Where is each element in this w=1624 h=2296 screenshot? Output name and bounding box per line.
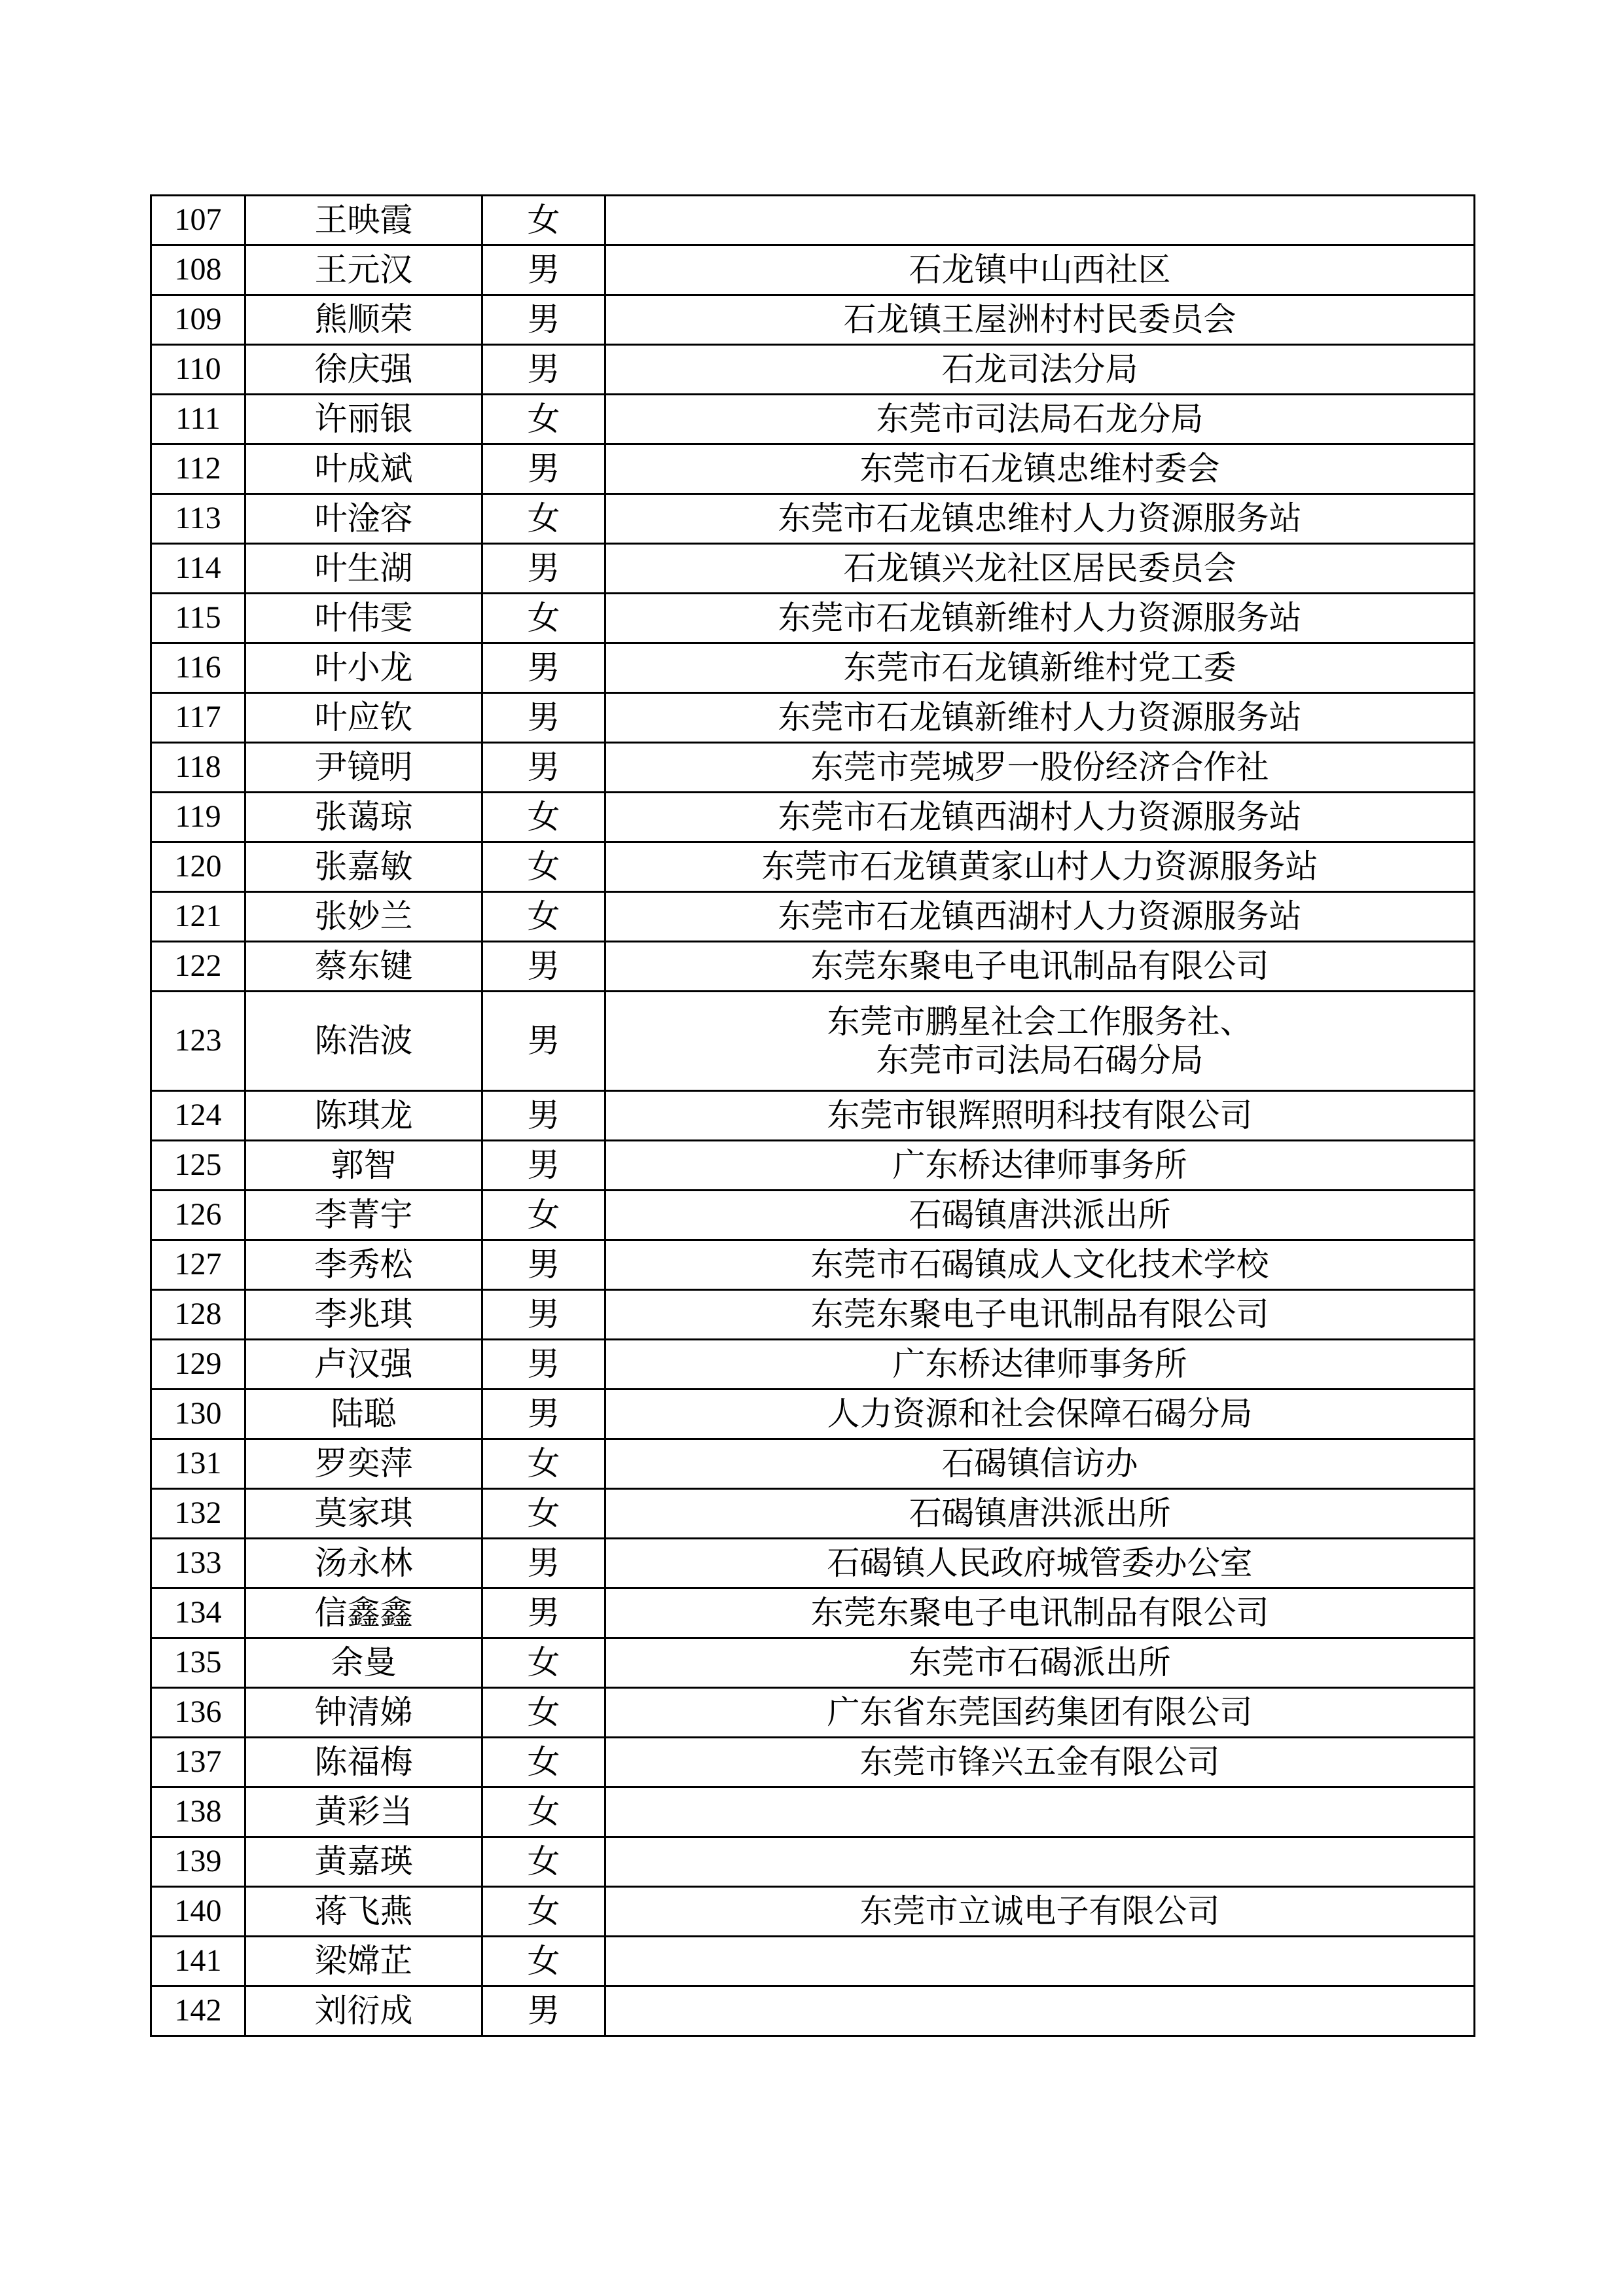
table-row bbox=[151, 1539, 1475, 1588]
table-row bbox=[151, 245, 1475, 295]
work-unit-line: 广东省东莞国药集团有限公司 bbox=[827, 1694, 1253, 1731]
person-name-cell: 王映霞 bbox=[245, 196, 482, 245]
work-unit-cell bbox=[605, 693, 1475, 743]
gender-cell: 女 bbox=[482, 1688, 605, 1738]
work-unit-cell bbox=[605, 1240, 1475, 1290]
person-name-cell: 叶淦容 bbox=[245, 494, 482, 544]
table-row bbox=[151, 1986, 1475, 2036]
table-row bbox=[151, 1638, 1475, 1688]
gender-cell: 男 bbox=[482, 1240, 605, 1290]
gender-cell: 女 bbox=[482, 1887, 605, 1937]
work-unit-cell bbox=[605, 1887, 1475, 1937]
person-name-cell: 许丽银 bbox=[245, 395, 482, 444]
gender-cell: 男 bbox=[482, 1588, 605, 1638]
row-number-cell: 122 bbox=[151, 942, 245, 992]
person-name-cell: 莫家琪 bbox=[245, 1489, 482, 1539]
work-unit-line: 东莞市莞城罗一股份经济合作社 bbox=[810, 749, 1269, 785]
row-number-cell: 131 bbox=[151, 1439, 245, 1489]
work-unit-line: 东莞市司法局石龙分局 bbox=[876, 401, 1204, 437]
row-number-cell: 142 bbox=[151, 1986, 245, 2036]
work-unit-cell bbox=[605, 1588, 1475, 1638]
gender-cell: 女 bbox=[482, 1738, 605, 1787]
person-name-cell: 尹镜明 bbox=[245, 743, 482, 793]
table-row bbox=[151, 1489, 1475, 1539]
table-row bbox=[151, 1340, 1475, 1390]
work-unit-cell bbox=[605, 1141, 1475, 1191]
person-name-cell: 陈福梅 bbox=[245, 1738, 482, 1787]
person-name-cell: 张妙兰 bbox=[245, 892, 482, 942]
gender-cell: 女 bbox=[482, 1439, 605, 1489]
row-number-cell: 128 bbox=[151, 1290, 245, 1340]
work-unit-line: 东莞市石龙镇新维村人力资源服务站 bbox=[778, 699, 1302, 736]
person-name-cell: 张蔼琼 bbox=[245, 793, 482, 842]
work-unit-line: 东莞市司法局石碣分局 bbox=[876, 1041, 1204, 1079]
work-unit-cell bbox=[605, 1937, 1475, 1986]
table-row bbox=[151, 942, 1475, 992]
work-unit-line: 东莞市石龙镇黄家山村人力资源服务站 bbox=[761, 848, 1318, 885]
table-row bbox=[151, 1787, 1475, 1837]
gender-cell: 男 bbox=[482, 1290, 605, 1340]
work-unit-cell bbox=[605, 444, 1475, 494]
person-name-cell: 李菁宇 bbox=[245, 1191, 482, 1240]
work-unit-line: 东莞市石龙镇忠维村人力资源服务站 bbox=[778, 500, 1302, 537]
gender-cell: 男 bbox=[482, 1539, 605, 1588]
person-name-cell: 汤永林 bbox=[245, 1539, 482, 1588]
row-number-cell: 117 bbox=[151, 693, 245, 743]
gender-cell: 男 bbox=[482, 1340, 605, 1390]
work-unit-cell bbox=[605, 1787, 1475, 1837]
gender-cell: 女 bbox=[482, 1489, 605, 1539]
row-number-cell: 126 bbox=[151, 1191, 245, 1240]
row-number-cell: 116 bbox=[151, 643, 245, 693]
row-number-cell: 114 bbox=[151, 544, 245, 594]
work-unit-line: 人力资源和社会保障石碣分局 bbox=[827, 1395, 1253, 1432]
gender-cell: 男 bbox=[482, 1986, 605, 2036]
table-row bbox=[151, 842, 1475, 892]
gender-cell: 女 bbox=[482, 842, 605, 892]
gender-cell: 女 bbox=[482, 1638, 605, 1688]
work-unit-cell bbox=[605, 544, 1475, 594]
work-unit-cell bbox=[605, 196, 1475, 245]
work-unit-cell bbox=[605, 1539, 1475, 1588]
roster-table bbox=[150, 194, 1475, 2037]
work-unit-line: 东莞东聚电子电讯制品有限公司 bbox=[810, 948, 1269, 984]
roster-table-body bbox=[151, 196, 1475, 2036]
gender-cell: 女 bbox=[482, 1837, 605, 1887]
table-row bbox=[151, 1688, 1475, 1738]
row-number-cell: 139 bbox=[151, 1837, 245, 1887]
work-unit-line: 东莞市鹏星社会工作服务社、 bbox=[827, 1003, 1253, 1040]
work-unit-line: 石龙镇王屋洲村村民委员会 bbox=[843, 301, 1236, 338]
table-row bbox=[151, 1390, 1475, 1439]
work-unit-line: 石碣镇唐洪派出所 bbox=[909, 1495, 1171, 1532]
table-row bbox=[151, 1937, 1475, 1986]
gender-cell: 男 bbox=[482, 444, 605, 494]
table-row bbox=[151, 544, 1475, 594]
row-number-cell: 136 bbox=[151, 1688, 245, 1738]
person-name-cell: 黄彩当 bbox=[245, 1787, 482, 1837]
gender-cell: 男 bbox=[482, 544, 605, 594]
row-number-cell: 125 bbox=[151, 1141, 245, 1191]
person-name-cell: 李秀松 bbox=[245, 1240, 482, 1290]
work-unit-cell bbox=[605, 743, 1475, 793]
gender-cell: 女 bbox=[482, 594, 605, 643]
row-number-cell: 129 bbox=[151, 1340, 245, 1390]
work-unit-cell bbox=[605, 1340, 1475, 1390]
work-unit-line: 东莞市锋兴五金有限公司 bbox=[859, 1744, 1220, 1780]
person-name-cell: 梁嫦芷 bbox=[245, 1937, 482, 1986]
work-unit-line: 东莞市石碣派出所 bbox=[909, 1644, 1171, 1681]
row-number-cell: 135 bbox=[151, 1638, 245, 1688]
row-number-cell: 132 bbox=[151, 1489, 245, 1539]
gender-cell: 女 bbox=[482, 494, 605, 544]
work-unit-cell bbox=[605, 1191, 1475, 1240]
person-name-cell: 钟清娣 bbox=[245, 1688, 482, 1738]
table-row bbox=[151, 1887, 1475, 1937]
table-row bbox=[151, 1290, 1475, 1340]
person-name-cell: 黄嘉瑛 bbox=[245, 1837, 482, 1887]
person-name-cell: 陈浩波 bbox=[245, 992, 482, 1091]
work-unit-line: 广东桥达律师事务所 bbox=[892, 1147, 1187, 1183]
work-unit-line: 石龙镇中山西社区 bbox=[909, 251, 1171, 288]
table-row bbox=[151, 892, 1475, 942]
person-name-cell: 叶成斌 bbox=[245, 444, 482, 494]
table-row bbox=[151, 594, 1475, 643]
gender-cell: 女 bbox=[482, 1787, 605, 1837]
row-number-cell: 113 bbox=[151, 494, 245, 544]
gender-cell: 男 bbox=[482, 693, 605, 743]
gender-cell: 女 bbox=[482, 1937, 605, 1986]
row-number-cell: 121 bbox=[151, 892, 245, 942]
table-row bbox=[151, 345, 1475, 395]
gender-cell: 男 bbox=[482, 992, 605, 1091]
work-unit-cell bbox=[605, 1091, 1475, 1141]
work-unit-line: 东莞东聚电子电讯制品有限公司 bbox=[810, 1296, 1269, 1333]
gender-cell: 男 bbox=[482, 1390, 605, 1439]
row-number-cell: 133 bbox=[151, 1539, 245, 1588]
person-name-cell: 熊顺荣 bbox=[245, 295, 482, 345]
work-unit-line: 东莞东聚电子电讯制品有限公司 bbox=[810, 1594, 1269, 1631]
person-name-cell: 陈琪龙 bbox=[245, 1091, 482, 1141]
person-name-cell: 刘衍成 bbox=[245, 1986, 482, 2036]
person-name-cell: 王元汉 bbox=[245, 245, 482, 295]
person-name-cell: 信鑫鑫 bbox=[245, 1588, 482, 1638]
table-row bbox=[151, 295, 1475, 345]
gender-cell: 女 bbox=[482, 892, 605, 942]
table-row bbox=[151, 444, 1475, 494]
table-row bbox=[151, 793, 1475, 842]
gender-cell: 男 bbox=[482, 295, 605, 345]
work-unit-line: 石碣镇唐洪派出所 bbox=[909, 1196, 1171, 1233]
person-name-cell: 叶小龙 bbox=[245, 643, 482, 693]
work-unit-cell bbox=[605, 1489, 1475, 1539]
table-row bbox=[151, 643, 1475, 693]
person-name-cell: 余曼 bbox=[245, 1638, 482, 1688]
work-unit-cell bbox=[605, 345, 1475, 395]
table-row bbox=[151, 743, 1475, 793]
gender-cell: 女 bbox=[482, 1191, 605, 1240]
person-name-cell: 蒋飞燕 bbox=[245, 1887, 482, 1937]
person-name-cell: 叶伟雯 bbox=[245, 594, 482, 643]
table-row bbox=[151, 1738, 1475, 1787]
work-unit-cell bbox=[605, 643, 1475, 693]
work-unit-line: 东莞市石碣镇成人文化技术学校 bbox=[810, 1246, 1269, 1283]
work-unit-cell bbox=[605, 245, 1475, 295]
row-number-cell: 137 bbox=[151, 1738, 245, 1787]
row-number-cell: 111 bbox=[151, 395, 245, 444]
work-unit-cell bbox=[605, 1290, 1475, 1340]
work-unit-cell bbox=[605, 395, 1475, 444]
table-row bbox=[151, 1191, 1475, 1240]
row-number-cell: 109 bbox=[151, 295, 245, 345]
row-number-cell: 130 bbox=[151, 1390, 245, 1439]
work-unit-line: 广东桥达律师事务所 bbox=[892, 1346, 1187, 1382]
person-name-cell: 叶应钦 bbox=[245, 693, 482, 743]
gender-cell: 男 bbox=[482, 245, 605, 295]
row-number-cell: 119 bbox=[151, 793, 245, 842]
work-unit-line: 东莞市石龙镇西湖村人力资源服务站 bbox=[778, 898, 1302, 935]
table-row bbox=[151, 693, 1475, 743]
table-row bbox=[151, 1240, 1475, 1290]
gender-cell: 女 bbox=[482, 395, 605, 444]
work-unit-cell bbox=[605, 594, 1475, 643]
row-number-cell: 120 bbox=[151, 842, 245, 892]
work-unit-line: 石碣镇人民政府城管委办公室 bbox=[827, 1545, 1253, 1581]
table-row bbox=[151, 494, 1475, 544]
work-unit-cell bbox=[605, 1638, 1475, 1688]
row-number-cell: 124 bbox=[151, 1091, 245, 1141]
person-name-cell: 蔡东键 bbox=[245, 942, 482, 992]
row-number-cell: 140 bbox=[151, 1887, 245, 1937]
table-row bbox=[151, 1837, 1475, 1887]
work-unit-cell bbox=[605, 992, 1475, 1091]
person-name-cell: 罗奕萍 bbox=[245, 1439, 482, 1489]
work-unit-cell bbox=[605, 1837, 1475, 1887]
table-row bbox=[151, 1439, 1475, 1489]
row-number-cell: 118 bbox=[151, 743, 245, 793]
row-number-cell: 107 bbox=[151, 196, 245, 245]
gender-cell: 男 bbox=[482, 743, 605, 793]
person-name-cell: 叶生湖 bbox=[245, 544, 482, 594]
work-unit-line: 东莞市银辉照明科技有限公司 bbox=[827, 1097, 1253, 1134]
work-unit-line: 东莞市立诚电子有限公司 bbox=[859, 1893, 1220, 1929]
work-unit-cell bbox=[605, 1738, 1475, 1787]
gender-cell: 男 bbox=[482, 643, 605, 693]
row-number-cell: 127 bbox=[151, 1240, 245, 1290]
row-number-cell: 115 bbox=[151, 594, 245, 643]
gender-cell: 男 bbox=[482, 942, 605, 992]
gender-cell: 男 bbox=[482, 1141, 605, 1191]
table-row bbox=[151, 992, 1475, 1091]
table-row bbox=[151, 395, 1475, 444]
work-unit-line: 东莞市石龙镇忠维村委会 bbox=[859, 450, 1220, 487]
work-unit-cell bbox=[605, 1688, 1475, 1738]
person-name-cell: 徐庆强 bbox=[245, 345, 482, 395]
table-row bbox=[151, 1141, 1475, 1191]
row-number-cell: 123 bbox=[151, 992, 245, 1091]
work-unit-cell bbox=[605, 942, 1475, 992]
work-unit-cell bbox=[605, 842, 1475, 892]
work-unit-line: 东莞市石龙镇新维村党工委 bbox=[843, 649, 1236, 686]
gender-cell: 女 bbox=[482, 196, 605, 245]
work-unit-line: 东莞市石龙镇新维村人力资源服务站 bbox=[778, 600, 1302, 636]
work-unit-cell bbox=[605, 1986, 1475, 2036]
work-unit-cell bbox=[605, 892, 1475, 942]
work-unit-line: 石龙司法分局 bbox=[941, 351, 1138, 387]
person-name-cell: 陆聪 bbox=[245, 1390, 482, 1439]
person-name-cell: 李兆琪 bbox=[245, 1290, 482, 1340]
table-row bbox=[151, 196, 1475, 245]
gender-cell: 女 bbox=[482, 793, 605, 842]
person-name-cell: 张嘉敏 bbox=[245, 842, 482, 892]
work-unit-cell bbox=[605, 295, 1475, 345]
row-number-cell: 108 bbox=[151, 245, 245, 295]
row-number-cell: 141 bbox=[151, 1937, 245, 1986]
person-name-cell: 郭智 bbox=[245, 1141, 482, 1191]
work-unit-line: 石龙镇兴龙社区居民委员会 bbox=[843, 550, 1236, 586]
table-row bbox=[151, 1588, 1475, 1638]
work-unit-line: 东莞市石龙镇西湖村人力资源服务站 bbox=[778, 798, 1302, 835]
work-unit-cell bbox=[605, 1390, 1475, 1439]
gender-cell: 男 bbox=[482, 345, 605, 395]
work-unit-cell bbox=[605, 494, 1475, 544]
work-unit-cell bbox=[605, 1439, 1475, 1489]
gender-cell: 男 bbox=[482, 1091, 605, 1141]
work-unit-line: 石碣镇信访办 bbox=[941, 1445, 1138, 1482]
row-number-cell: 110 bbox=[151, 345, 245, 395]
person-name-cell: 卢汉强 bbox=[245, 1340, 482, 1390]
row-number-cell: 138 bbox=[151, 1787, 245, 1837]
table-row bbox=[151, 1091, 1475, 1141]
work-unit-cell bbox=[605, 793, 1475, 842]
row-number-cell: 134 bbox=[151, 1588, 245, 1638]
row-number-cell: 112 bbox=[151, 444, 245, 494]
